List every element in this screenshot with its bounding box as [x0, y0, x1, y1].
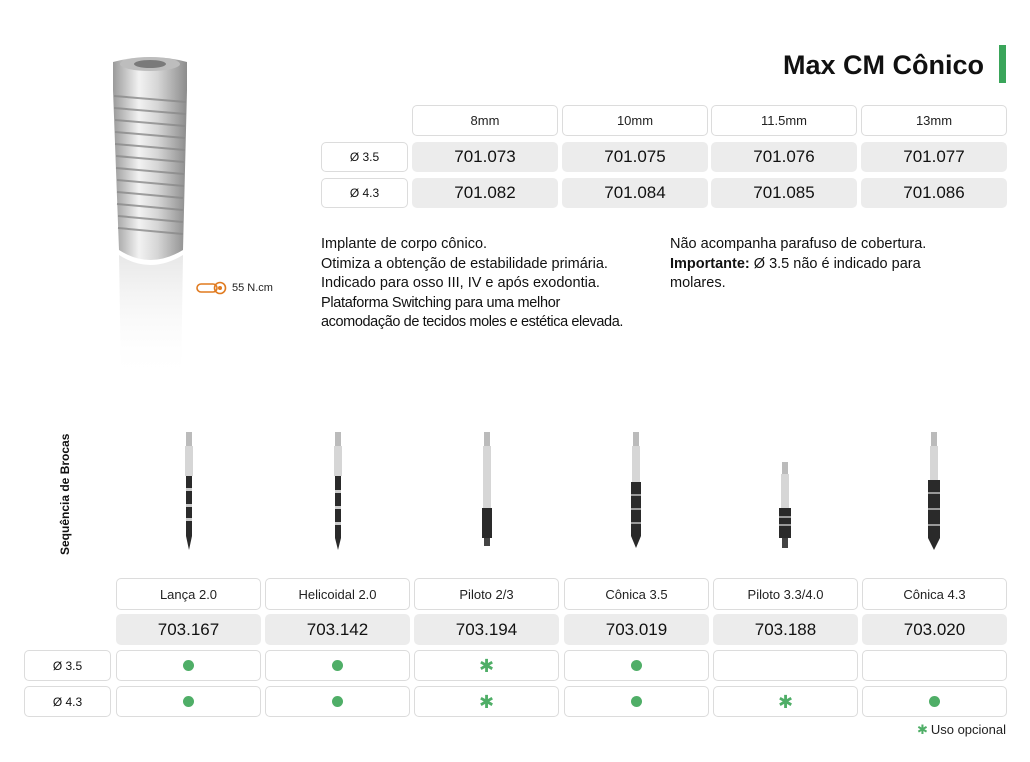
drill-code-cell: 703.020	[862, 614, 1007, 645]
drill-code-cell: 703.194	[414, 614, 559, 645]
row-label-d35: Ø 3.5	[321, 142, 408, 172]
required-drill-dot-icon	[183, 660, 194, 671]
torque-wrench-icon	[196, 281, 228, 295]
drill-usage-cell	[116, 650, 261, 681]
optional-use-icon: ✱	[478, 655, 495, 676]
torque-value: 55 N.cm	[232, 282, 273, 294]
drill-usage-cell	[116, 686, 261, 717]
drill-code-cell: 703.019	[564, 614, 709, 645]
description-line: Indicado para osso III, IV e após exodontia.	[321, 275, 600, 291]
required-drill-dot-icon	[183, 696, 194, 707]
description-line: Não acompanha parafuso de cobertura.	[670, 236, 927, 252]
required-drill-dot-icon	[631, 660, 642, 671]
implant-code-cell: 701.073	[412, 142, 558, 172]
drill-name-cell: Helicoidal 2.0	[265, 578, 410, 610]
implant-code-cell: 701.084	[562, 178, 708, 208]
drill-usage-cell	[414, 650, 559, 681]
col-header-13mm: 13mm	[861, 105, 1007, 136]
col-header-10mm: 10mm	[562, 105, 708, 136]
required-drill-dot-icon	[929, 696, 940, 707]
optional-use-icon: ✱	[916, 722, 928, 737]
drill-row-label-d43: Ø 4.3	[24, 686, 111, 717]
implant-code-cell: 701.086	[861, 178, 1007, 208]
drill-row-label-d35: Ø 3.5	[24, 650, 111, 681]
importante-label: Importante:	[670, 255, 750, 272]
drill-image-lanca	[175, 432, 203, 552]
drill-usage-cell	[564, 686, 709, 717]
col-header-11-5mm: 11.5mm	[711, 105, 857, 136]
drill-name-cell: Piloto 3.3/4.0	[713, 578, 858, 610]
implant-code-cell: 701.082	[412, 178, 558, 208]
title-accent-bar	[999, 45, 1006, 83]
legend	[917, 722, 1006, 737]
implant-code-cell: 701.076	[711, 142, 857, 172]
drill-usage-cell	[265, 686, 410, 717]
implant-code-cell: 701.075	[562, 142, 708, 172]
drill-name-cell: Lança 2.0	[116, 578, 261, 610]
drill-sequence-label: Sequência de Brocas	[58, 433, 72, 555]
drill-image-helicoidal	[324, 432, 352, 552]
drill-code-cell: 703.167	[116, 614, 261, 645]
drill-image-conica-4-3	[920, 432, 948, 552]
drill-usage-cell	[862, 686, 1007, 717]
implant-code-cell: 701.085	[711, 178, 857, 208]
drill-image-piloto-3-3-4-0	[771, 462, 799, 552]
description-right	[670, 235, 1000, 294]
drill-usage-cell	[414, 686, 559, 717]
implant-code-cell: 701.077	[861, 142, 1007, 172]
required-drill-dot-icon	[332, 696, 343, 707]
description-line: Implante de corpo cônico.	[321, 236, 488, 252]
drill-image-conica-3-5	[622, 432, 650, 552]
description-line: Plataforma Switching para uma melhor	[321, 294, 561, 311]
optional-use-icon: ✱	[777, 691, 794, 712]
importante-text: Ø 3.5 não é indicado para	[749, 255, 921, 272]
torque-label	[196, 281, 273, 295]
col-header-8mm: 8mm	[412, 105, 558, 136]
description-line: molares.	[670, 275, 726, 291]
drill-image-piloto-2-3	[473, 432, 501, 552]
drill-code-cell: 703.188	[713, 614, 858, 645]
drill-name-cell: Cônica 4.3	[862, 578, 1007, 610]
drill-name-cell: Piloto 2/3	[414, 578, 559, 610]
description-line: acomodação de tecidos moles e estética elevada.	[321, 314, 624, 330]
dental-implant-image	[95, 50, 205, 390]
drill-usage-cell	[265, 650, 410, 681]
drill-usage-cell	[564, 650, 709, 681]
row-label-d43: Ø 4.3	[321, 178, 408, 208]
importante-note	[670, 255, 1000, 275]
description-line: Otimiza a obtenção de estabilidade primária.	[321, 255, 608, 272]
drill-code-cell: 703.142	[265, 614, 410, 645]
description-left	[321, 235, 666, 333]
drill-name-cell: Cônica 3.5	[564, 578, 709, 610]
product-title: Max CM Cônico	[782, 50, 984, 80]
required-drill-dot-icon	[332, 660, 343, 671]
drill-usage-cell	[713, 686, 858, 717]
drill-usage-cell	[862, 650, 1007, 681]
optional-use-icon: ✱	[478, 691, 495, 712]
drill-usage-cell	[713, 650, 858, 681]
legend-text: Uso opcional	[930, 722, 1006, 737]
required-drill-dot-icon	[631, 696, 642, 707]
